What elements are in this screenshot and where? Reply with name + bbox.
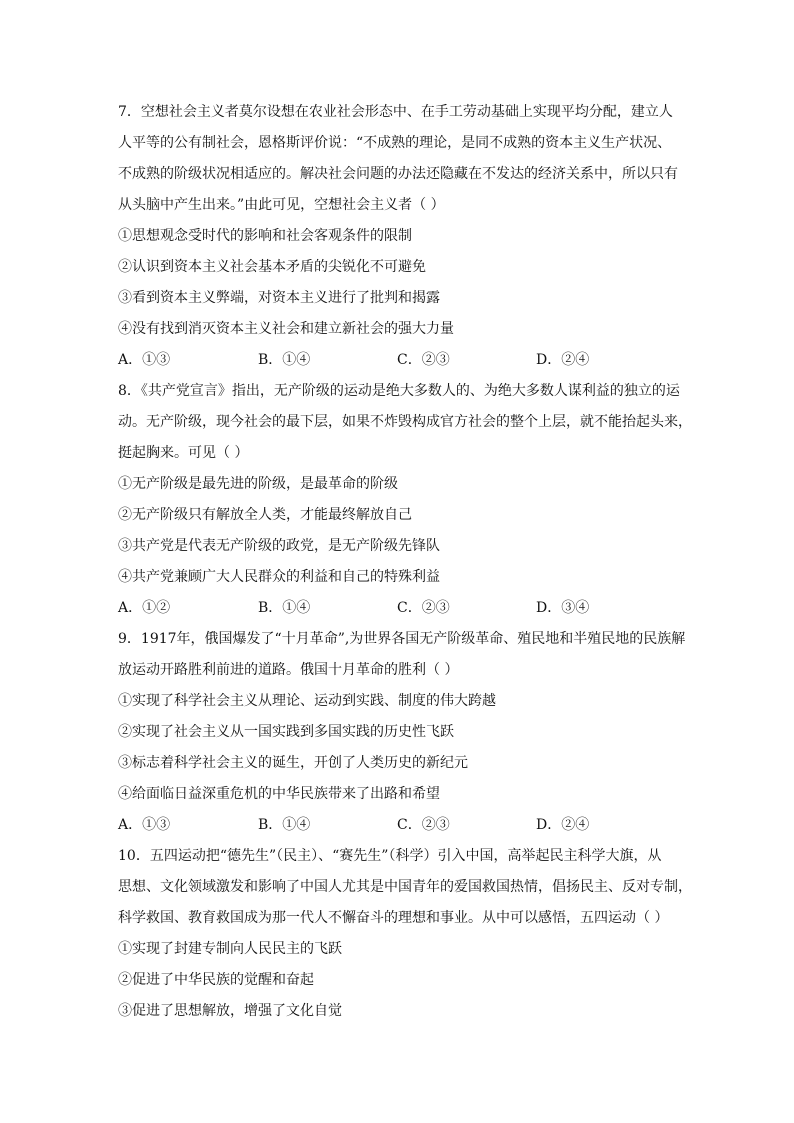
statement: ①实现了科学社会主义从理论、运动到实践、制度的伟大跨越 [118,693,496,709]
statement: ①思想观念受时代的影响和社会客观条件的限制 [118,228,412,244]
question-9 [118,624,686,841]
option-d[interactable]: D．③④ [536,600,590,616]
question-stem-line: 科学救国、教育救国成为那一代人不懈奋斗的理想和事业。从中可以感悟，五四运动（ ） [118,910,669,926]
statement: ②认识到资本主义社会基本矛盾的尖锐化不可避免 [118,259,426,275]
statement: ②促进了中华民族的觉醒和奋起 [118,972,314,988]
option-a[interactable]: A．①② [118,600,171,616]
answer-options [118,345,678,376]
question-stem-line: 放运动开路胜利前进的道路。俄国十月革命的胜利（ ） [118,662,459,678]
question-8 [118,376,692,624]
answer-options [118,593,678,624]
question-stem-line: 人平等的公有制社会，恩格斯评价说：“不成熟的理论，是同不成熟的资本主义生产状况、 [118,135,672,151]
question-10 [118,841,692,1027]
statement: ②无产阶级只有解放全人类，才能最终解放自己 [118,507,412,523]
question-stem-line: 挺起胸来。可见（ ） [118,445,249,461]
statement: ④共产党兼顾广大人民群众的利益和自己的特殊利益 [118,569,440,585]
option-b[interactable]: B．①④ [258,817,311,833]
option-d[interactable]: D．②④ [536,817,590,833]
question-stem-line: 9．1917年，俄国爆发了“十月革命”,为世界各国无产阶级革命、殖民地和半殖民地的民族解 [118,631,686,647]
option-c[interactable]: C．②③ [397,352,450,368]
question-stem-line: 动。无产阶级，现今社会的最下层，如果不炸毁构成官方社会的整个上层，就不能抬起头来， [118,414,692,430]
question-stem-line: 10．五四运动把“德先生”（民主）、“赛先生”（科学）引入中国，高举起民主科学大旗，从 [118,848,662,864]
question-stem-line: 不成熟的阶级状况相适应的。解决社会问题的办法还隐藏在不发达的经济关系中，所以只有 [118,166,678,182]
option-b[interactable]: B．①④ [258,352,311,368]
statement: ③共产党是代表无产阶级的政党，是无产阶级先锋队 [118,538,440,554]
question-stem-line: 8．《共产党宣言》指出，无产阶级的运动是绝大多数人的、为绝大多数人谋利益的独立的运 [118,383,680,399]
option-a[interactable]: A．①③ [118,817,171,833]
option-b[interactable]: B．①④ [258,600,311,616]
option-c[interactable]: C．②③ [397,817,450,833]
statement: ④给面临日益深重危机的中华民族带来了出路和希望 [118,786,440,802]
statement: ③看到资本主义弊端，对资本主义进行了批判和揭露 [118,290,440,306]
option-a[interactable]: A．①③ [118,352,171,368]
answer-options [118,810,678,841]
exam-page [118,97,692,1027]
statement: ④没有找到消灭资本主义社会和建立新社会的强大力量 [118,321,454,337]
statement: ①无产阶级是最先进的阶级，是最革命的阶级 [118,476,398,492]
option-c[interactable]: C．②③ [397,600,450,616]
statement: ②实现了社会主义从一国实践到多国实践的历史性飞跃 [118,724,454,740]
option-d[interactable]: D．②④ [536,352,590,368]
statement: ①实现了封建专制向人民民主的飞跃 [118,941,342,957]
question-stem-line: 7．空想社会主义者莫尔设想在农业社会形态中、在手工劳动基础上实现平均分配，建立人 [118,104,673,120]
question-stem-line: 思想、文化领域激发和影响了中国人尤其是中国青年的爱国救国热情，倡扬民主、反对专制， [118,879,692,895]
question-7 [118,97,678,376]
statement: ③标志着科学社会主义的诞生，开创了人类历史的新纪元 [118,755,468,771]
question-stem-line: 从头脑中产生出来。”由此可见，空想社会主义者（ ） [118,197,445,213]
statement: ③促进了思想解放，增强了文化自觉 [118,1003,342,1019]
